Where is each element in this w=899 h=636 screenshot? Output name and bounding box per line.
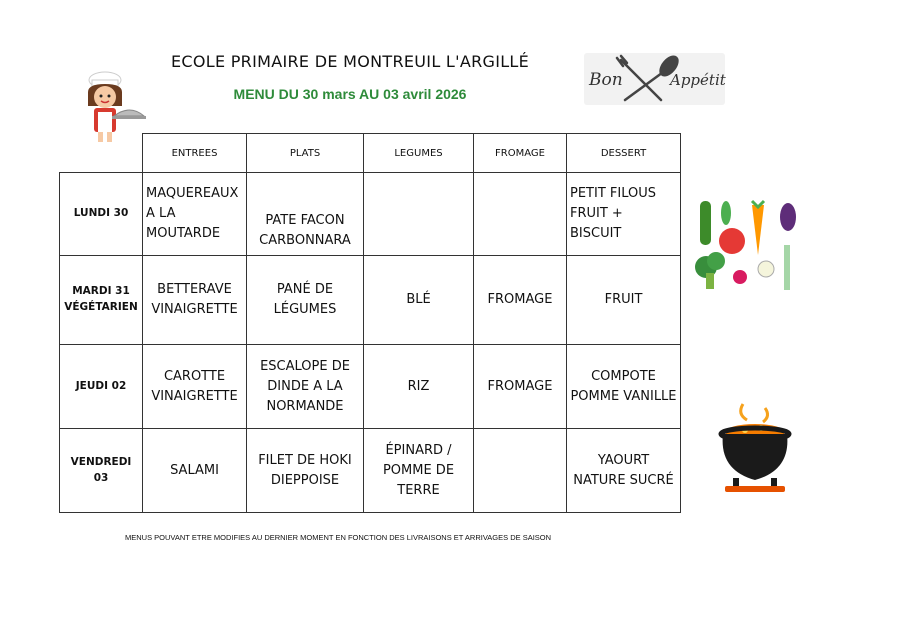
corner-cell [60, 134, 143, 173]
day-label: JEUDI 02 [75, 379, 127, 392]
day-label: LUNDI 30 [73, 207, 129, 220]
legume-cell [364, 173, 474, 256]
column-header-plats: PLATS [247, 134, 364, 173]
legume-cell: RIZ [364, 345, 474, 429]
column-header-legumes: LEGUMES [364, 134, 474, 173]
fromage-cell: FROMAGE [474, 345, 567, 429]
menu-dates: MENU DU 30 mars AU 03 avril 2026 [233, 86, 467, 102]
dessert-cell: PETIT FILOUS FRUIT + BISCUIT [567, 173, 681, 256]
dessert-cell: COMPOTE POMME VANILLE [567, 345, 681, 429]
footer-note: MENUS POUVANT ETRE MODIFIES AU DERNIER MOMENT EN FONCTION DES LIVRAISONS ET ARRIVAGES DE SAISON [125, 533, 552, 542]
bon-appetit-logo [583, 52, 726, 106]
day-cell [60, 345, 143, 429]
vegetables-icon [692, 195, 802, 295]
column-header-entrees: ENTREES [143, 134, 247, 173]
plat-cell: PANÉ DE LÉGUMES [247, 256, 364, 345]
school-title: ECOLE PRIMAIRE DE MONTREUIL L'ARGILLÉ [170, 52, 530, 71]
entree-cell: BETTERAVE VINAIGRETTE [143, 256, 247, 345]
entree-cell: SALAMI [143, 429, 247, 513]
dessert-cell: YAOURT NATURE SUCRÉ [567, 429, 681, 513]
cauldron-icon [715, 400, 795, 495]
day-cell [60, 256, 143, 345]
legume-cell: BLÉ [364, 256, 474, 345]
plat-cell: FILET DE HOKI DIEPPOISE [247, 429, 364, 513]
logo-text-appetit: Appétit [670, 71, 726, 89]
menu-table [59, 133, 681, 513]
header-row [60, 134, 681, 173]
legume-cell: ÉPINARD / POMME DE TERRE [364, 429, 474, 513]
day-sublabel: VÉGÉTARIEN [64, 301, 138, 313]
day-label: MARDI 31 [72, 285, 130, 298]
plat-cell: PATE FACON CARBONNARA [247, 173, 364, 256]
fromage-cell [474, 429, 567, 513]
table-row [60, 345, 681, 429]
table-row [60, 256, 681, 345]
dessert-cell: FRUIT [567, 256, 681, 345]
table-row [60, 173, 681, 256]
fromage-cell [474, 173, 567, 256]
table-row [60, 429, 681, 513]
entree-cell: MAQUEREAUX A LA MOUTARDE [143, 173, 247, 256]
logo-text-bon: Bon [589, 70, 623, 90]
entree-cell: CAROTTE VINAIGRETTE [143, 345, 247, 429]
day-cell [60, 429, 143, 513]
column-header-dessert: DESSERT [567, 134, 681, 173]
column-header-fromage: FROMAGE [474, 134, 567, 173]
plat-cell: ESCALOPE DE DINDE A LA NORMANDE [247, 345, 364, 429]
day-label: VENDREDI 03 [70, 455, 132, 484]
day-cell [60, 173, 143, 256]
fromage-cell: FROMAGE [474, 256, 567, 345]
